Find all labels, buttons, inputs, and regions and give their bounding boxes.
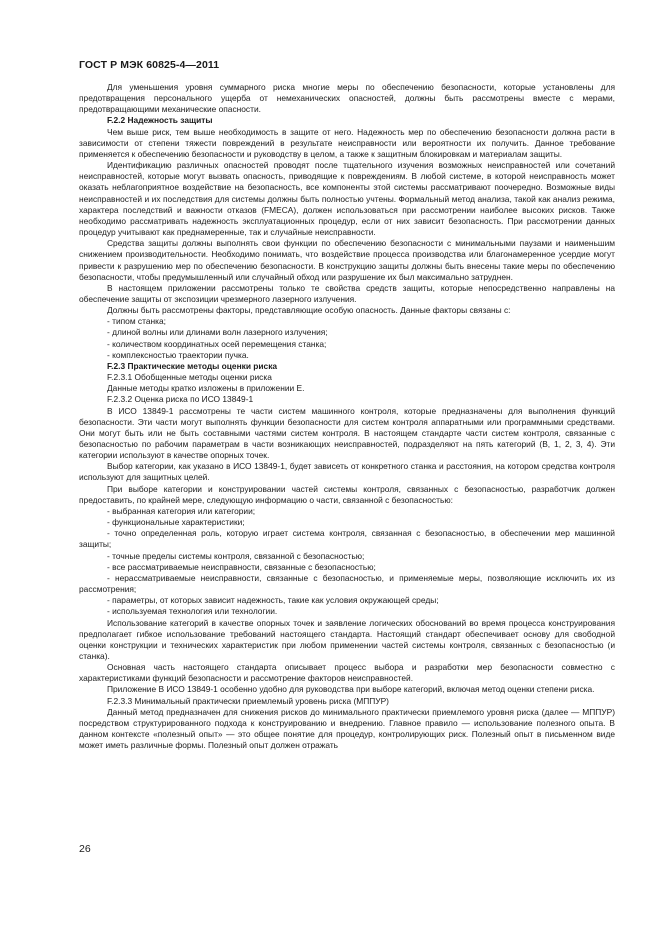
list-item: - типом станка; (107, 316, 166, 327)
body-paragraph: Данный метод предназначен для снижения рисков до минимального практически приемлемого уровня риска (далее — МППУР) посредством структурированного подхода к конструированию и внедрению. Главное правило — использование полезного опыта. В данном контексте «полезный опыт» — это общее понятие для процедур, контролирующих риск. Полезный опыт в письменном виде может иметь различные формы. Полезный опыт должен отражать (79, 706, 615, 751)
body-paragraph: При выборе категории и конструировании частей системы контроля, связанных с безопасностью, разработчик должен предоставить, по крайней мере, следующую информацию о части, связанной с безопасностью: (79, 483, 615, 505)
subsection-heading: F.2.3.2 Оценка риска по ИСО 13849-1 (107, 394, 254, 405)
list-item: - точно определенная роль, которую играет система контроля, связанная с безопасностью, в обеспечении мер машинной защиты; (79, 528, 615, 550)
body-paragraph: Идентификацию различных опасностей проводят после тщательного изучения возможных неисправностей или сочетаний неисправностей, которые могут вызвать опасность, приводящие к повреждениям. В любой системе, в которой неисправность может оказать неблагоприятное воздействие на безопасность, все компоненты этой системы рассматривают поочередно. Возможные виды неисправностей и их последствия для системы должны быть полностью учтены. Формальный метод анализа, такой как анализ режима, характера последствий и важности отказов (FMECA), должен использоваться при рассмотрении наиболее высоких рисков. Также необходимо рассматривать надежность эксплуатационных процедур, если от них зависит безопасность. При рассмотрении данных процедур учитывают как преднамеренные, так и случайные неисправности. (79, 160, 615, 238)
list-item: - параметры, от которых зависит надежность, такие как условия окружающей среды; (107, 595, 439, 606)
subsection-heading: F.2.3.3 Минимальный практически приемлемый уровень риска (МППУР) (107, 695, 389, 706)
body-paragraph: Средства защиты должны выполнять свои функции по обеспечению безопасности с минимальными паузами и наименьшим снижением производительности. Необходимо понимать, что воздействие процесса производства или благонамеренное усердие могут привести к разрушению мер по обеспечению безопасности. В конструкцию защиты должны быть внесены такие меры по обеспечению безопасности, чтобы предумышленный или случайный обход или разрушение их был максимально затруднен. (79, 238, 615, 282)
document-body (79, 82, 615, 751)
body-paragraph: Должны быть рассмотрены факторы, представляющие особую опасность. Данные факторы связаны с: (107, 305, 511, 316)
document-header: ГОСТ Р МЭК 60825-4—2011 (79, 59, 220, 71)
page-number: 26 (79, 843, 91, 855)
body-paragraph: Основная часть настоящего стандарта описывает процесс выбора и разработки мер безопасности совместно с характеристиками функций безопасности и рассмотрение факторов неисправностей. (79, 662, 615, 684)
section-heading: F.2.3 Практические методы оценки риска (107, 360, 278, 371)
subsection-heading: F.2.3.1 Обобщенные методы оценки риска (107, 372, 272, 383)
body-paragraph: Использование категорий в качестве опорных точек и заявление логических обоснований во время процесса конструирования предполагает гибкое использование требований настоящего стандарта. Настоящий стандарт обеспечивает основу для свободной оценки конструкции и технических характеристик при любом применении частей системы контроля, связанных с безопасностью (и станка). (79, 617, 615, 661)
list-item: - точные пределы системы контроля, связанной с безопасностью; (107, 550, 365, 561)
list-item: - длиной волны или длинами волн лазерного излучения; (107, 327, 328, 338)
section-heading: F.2.2 Надежность защиты (107, 115, 213, 126)
body-paragraph: Выбор категории, как указано в ИСО 13849-1, будет зависеть от конкретного станка и расстояния, на котором средства контроля используют для защитных целей. (79, 461, 615, 483)
list-item: - комплексностью траектории пучка. (107, 349, 249, 360)
list-item: - нерассматриваемые неисправности, связанные с безопасностью, и применяемые меры, позволяющие исключить их из рассмотрения; (79, 572, 615, 595)
list-item: - используемая технология или технологии. (107, 606, 278, 617)
body-paragraph: Для уменьшения уровня суммарного риска многие меры по обеспечению безопасности, которые установлены для предотвращения персонального ущерба от немеханических опасностей, должны быть рассмотрены вместе с мерами, предотвращающими механические опасности. (79, 82, 615, 115)
list-item: - все рассматриваемые неисправности, связанные с безопасностью; (107, 561, 376, 572)
list-item: - функциональные характеристики; (107, 517, 245, 528)
body-paragraph: В настоящем приложении рассмотрены только те свойства средств защиты, которые непосредственно направлены на обеспечение защиты от экспозиции чрезмерного лазерного излучения. (79, 282, 615, 304)
body-paragraph: Данные методы кратко изложены в приложении Е. (107, 383, 305, 394)
body-paragraph: Приложение В ИСО 13849-1 особенно удобно для руководства при выборе категорий, включая метод оценки степени риска. (107, 684, 595, 695)
body-paragraph: Чем выше риск, тем выше необходимость в защите от него. Надежность мер по обеспечению безопасности должна расти в зависимости от степени тяжести повреждений в результате неисправности или вероятности их получить. Данное требование применяется к обеспечению безопасности и руководству в целом, а также к защитным блокировкам и материалам защиты. (79, 126, 615, 159)
list-item: - количеством координатных осей перемещения станка; (107, 338, 327, 349)
body-paragraph: В ИСО 13849-1 рассмотрены те части систем машинного контроля, которые предназначены для выполнения функций безопасности. Эти части могут выполнять функции безопасности для систем контроля аппаратными или программными средствами. Они могут быть или не быть составными частями систем контроля. В настоящем стандарте части систем контроля, связанные с безопасностью по рабочим параметрам в части возникающих неисправностей, подразделяют на пять категорий (В, 1, 2, 3, 4). Эти категории используют в качестве опорных точек. (79, 405, 615, 461)
list-item: - выбранная категория или категории; (107, 505, 256, 516)
